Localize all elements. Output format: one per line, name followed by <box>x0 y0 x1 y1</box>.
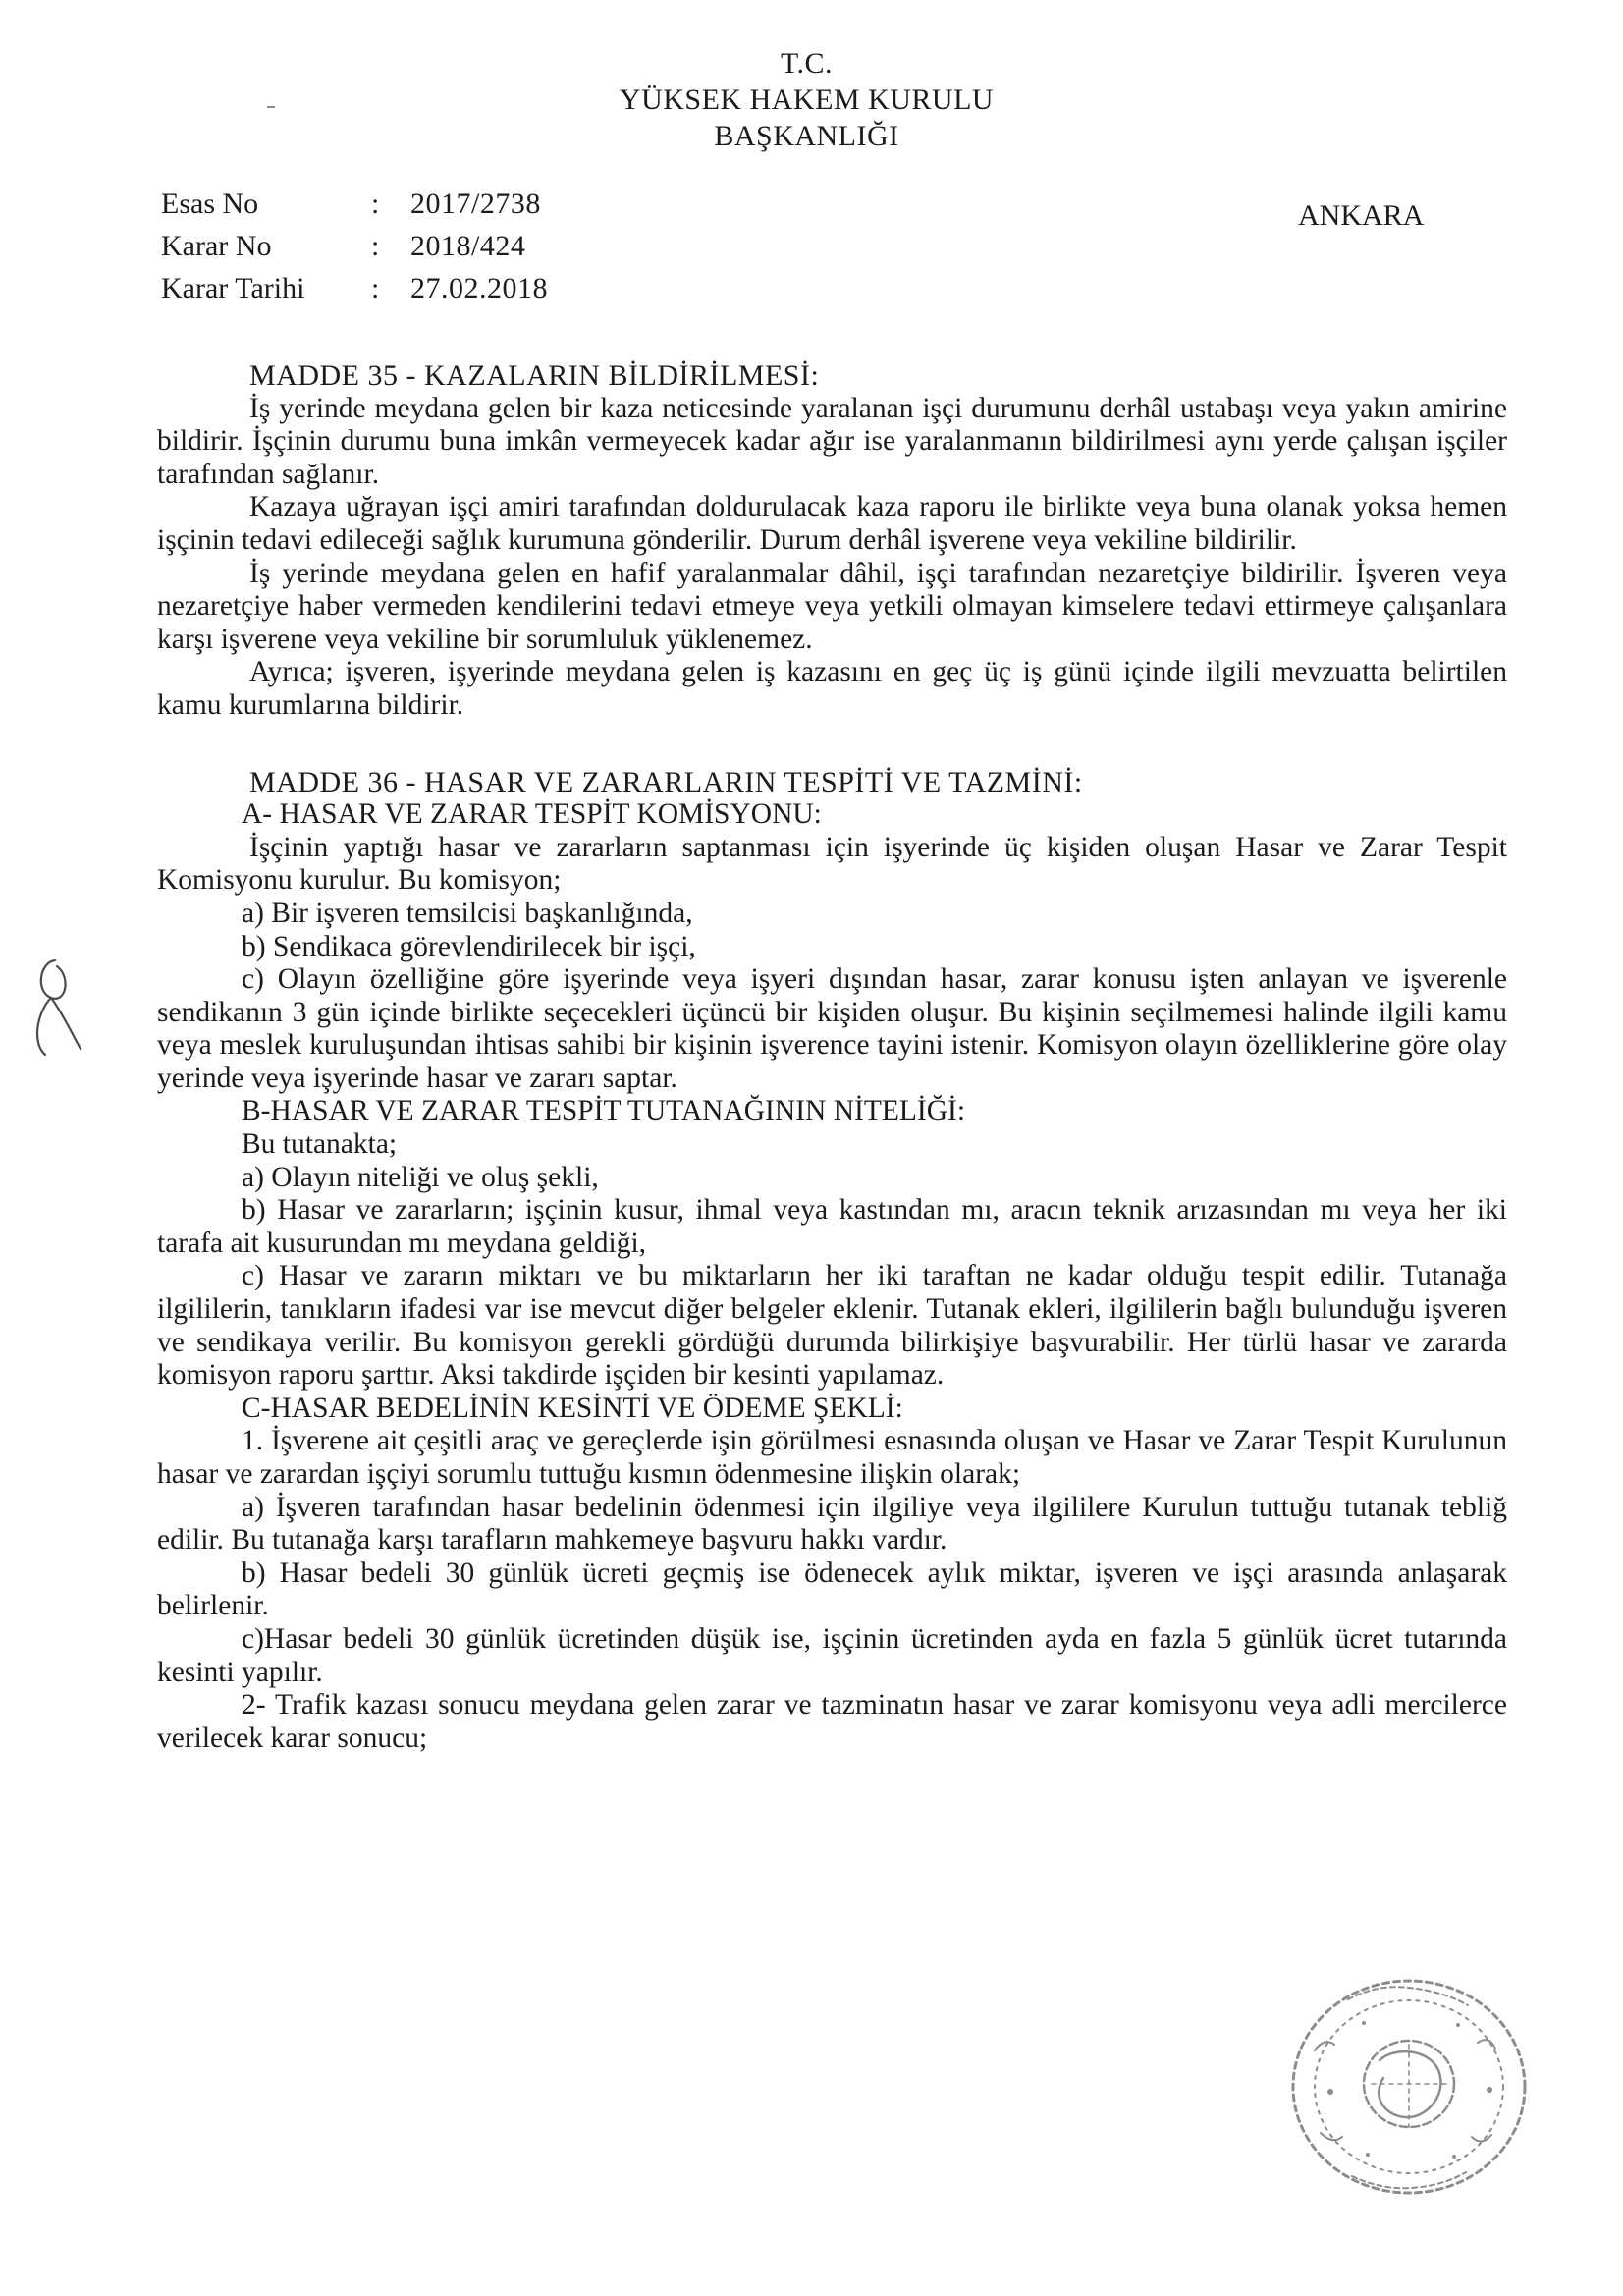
madde36-c-title: C-HASAR BEDELİNİN KESİNTİ VE ÖDEME ŞEKLİ: <box>242 1392 903 1424</box>
madde35-paragraph-3: İş yerinde meydana gelen en hafif yaralanmalar dâhil, işçi tarafından nezaretçiye bildirilir. İşveren veya nezaretçiye haber vermeden kendilerini tedavi etmeye veya yetkili olmayan kimselere tedavi ettirmeye çalışanlara karşı işverene veya vekiline bir sorumluluk yüklenemez. <box>157 557 1507 655</box>
case-row-tarih <box>161 267 548 309</box>
official-seal-stamp <box>1262 1954 1556 2210</box>
document-body <box>157 359 1507 1755</box>
madde35-paragraph-1: İş yerinde meydana gelen bir kaza neticesinde yaralanan işçi durumunu derhâl ustabaşı veya yakın amirine bildirir. İşçinin durumu buna imkân vermeyecek kadar ağır ise yaralanmanın bildirilmesi aynı yerde çalışan işçiler tarafından sağlanır. <box>157 392 1507 490</box>
madde36-c-item-1b: b) Hasar bedeli 30 günlük ücreti geçmiş ise ödenecek aylık miktar, işveren ve işçi arasında anlaşarak belirlenir. <box>157 1557 1507 1622</box>
case-row-karar <box>161 225 548 267</box>
karar-label: Karar No <box>161 230 272 262</box>
esas-value: 2017/2738 <box>410 188 541 220</box>
madde36-b-intro: Bu tutanakta; <box>242 1128 398 1161</box>
karar-value: 2018/424 <box>410 230 526 262</box>
header-line-institution: YÜKSEK HAKEM KURULU <box>619 83 995 116</box>
madde36-b-item-b: b) Hasar ve zararların; işçinin kusur, ihmal veya kastından mı, aracın teknik arızasından mı veya her iki tarafa ait kusurundan mı meydana geldiği, <box>157 1194 1507 1259</box>
madde36-a-item-a: a) Bir işveren temsilcisi başkanlığında, <box>242 897 693 929</box>
madde36-a-item-c: c) Olayın özelliğine göre işyerinde veya işyeri dışından hasar, zarar konusu işten anlayan ve işverenle sendikanın 3 gün içinde birlikte seçecekleri üçüncü bir kişiden oluşur. Bu kişinin seçilmemesi halinde ilgili kamu veya meslek kuruluşundan ihtisas sahibi bir kişinin işverence tayini istenir. Komisyon olayın özelliklerine göre olay yerinde veya işyerinde hasar ve zararı saptar. <box>157 963 1507 1094</box>
madde36-b-item-a: a) Olayın niteliği ve oluş şekli, <box>242 1161 599 1193</box>
madde36-c-item-1a: a) İşveren tarafından hasar bedelinin ödenmesi için ilgiliye veya ilgililere Kurulun tuttuğu tutanak tebliğ edilir. Bu tutanağa karşı tarafların mahkemeye başvuru hakkı vardır. <box>157 1491 1507 1557</box>
madde36-c-item-1: 1. İşverene ait çeşitli araç ve gereçlerde işin görülmesi esnasında oluşan ve Hasar ve Zarar Tespit Kurulunun hasar ve zarardan işçiyi sorumlu tuttuğu kısmın ödenmesine ilişkin olarak; <box>157 1425 1507 1490</box>
city-label: ANKARA <box>1298 199 1425 232</box>
document-header <box>0 45 1623 154</box>
madde36-c-item-1c: c)Hasar bedeli 30 günlük ücretinden düşük ise, işçinin ücretinden ayda en fazla 5 günlük ücret tutarında kesinti yapılır. <box>157 1622 1507 1688</box>
case-info-block <box>161 183 548 309</box>
madde35-paragraph-2: Kazaya uğrayan işçi amiri tarafından doldurulacak kaza raporu ile birlikte veya buna olanak yoksa hemen işçinin tedavi edileceği sağlık kurumuna gönderilir. Durum derhâl işverene veya vekiline bildirilir. <box>157 491 1507 556</box>
madde36-a-title: A- HASAR VE ZARAR TESPİT KOMİSYONU: <box>242 798 822 831</box>
tarih-value: 27.02.2018 <box>410 272 548 304</box>
tarih-colon: : <box>371 272 380 304</box>
karar-colon: : <box>371 230 380 262</box>
madde36-b-title: B-HASAR VE ZARAR TESPİT TUTANAĞININ NİTELİĞİ: <box>242 1095 966 1127</box>
esas-colon: : <box>371 188 380 220</box>
madde36-b-item-c: c) Hasar ve zararın miktarı ve bu miktarların her iki taraftan ne kadar olduğu tespit edilir. Tutanağa ilgililerin, tanıkların ifadesi var ise mevcut diğer belgeler eklenir. Tutanak ekleri, ilgililerin bağlı bulunduğu işveren ve sendikaya verilir. Bu komisyon gerekli gördüğü durumda bilirkişiye başvurabilir. Her türlü hasar ve zararda komisyon raporu şarttır. Aksi takdirde işçiden bir kesinti yapılamaz. <box>157 1260 1507 1392</box>
esas-label: Esas No <box>161 188 259 220</box>
madde36-title: MADDE 36 - HASAR VE ZARARLARIN TESPİTİ VE TAZMİNİ: <box>249 765 1083 798</box>
madde36-a-item-b: b) Sendikaca görevlendirilecek bir işçi, <box>242 930 696 962</box>
header-line-presidency: BAŞKANLIĞI <box>714 120 899 152</box>
madde36-a-paragraph: İşçinin yaptığı hasar ve zararların saptanması için işyerinde üç kişiden oluşan Hasar ve Zarar Tespit Komisyonu kurulur. Bu komisyon; <box>157 831 1507 897</box>
madde35-title: MADDE 35 - KAZALARIN BİLDİRİLMESİ: <box>249 359 820 392</box>
tarih-label: Karar Tarihi <box>161 272 305 304</box>
madde36-c-item-2: 2- Trafik kazası sonucu meydana gelen zarar ve tazminatın hasar ve zarar komisyonu veya adli mercilerce verilecek karar sonucu; <box>157 1689 1507 1754</box>
madde35-paragraph-4: Ayrıca; işveren, işyerinde meydana gelen iş kazasını en geç üç iş günü içinde ilgili mevzuatta belirtilen kamu kurumlarına bildirir. <box>157 656 1507 721</box>
case-row-esas <box>161 183 548 225</box>
header-line-tc: T.C. <box>780 47 834 80</box>
handwritten-initial-mark <box>22 953 90 1061</box>
